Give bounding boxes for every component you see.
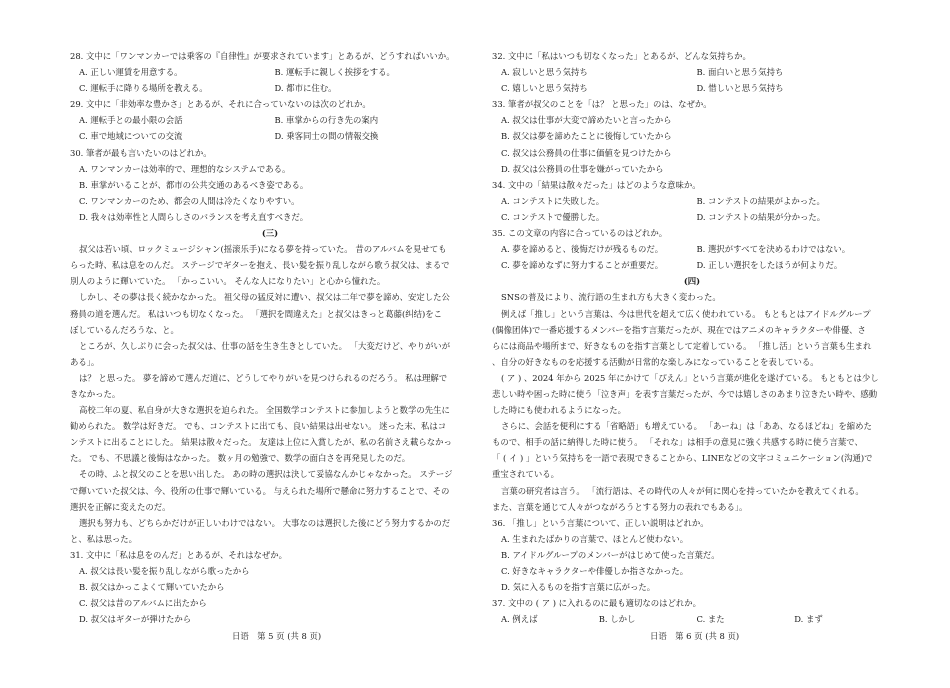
paragraph-line: その時、ふと叔父のことを思い出した。 あの時の選択は決して妥協なんかじゃなかった。 ステージ	[79, 469, 453, 480]
answer-option: A. 叔父は長い髪を振り乱しながら歌ったから	[79, 566, 250, 576]
answer-option: A. 例えば	[501, 614, 538, 625]
paragraph-line: 高校二年の夏、私自身が大きな選択を迫られた。 全国数学コンテストに参加しようと数学の先生に	[79, 405, 450, 416]
paragraph-line: 務員の道を選んだ。 私はいつも切なくなった。 「選択を間違えた」と叔父はきっと葛藤(纠结)をこ	[70, 308, 442, 319]
question-stem: 35. この文章の内容に合っているのはどれか。	[492, 228, 668, 239]
answer-option: B. 叔父は夢を諦めたことに後悔していたから	[501, 131, 672, 142]
answer-option: C. 嬉しいと思う気持ち	[501, 83, 588, 94]
paragraph-line: ( ア ) 、2024 年から 2025 年にかけて「ぴえん」という言葉が進化を遂げている。 もともとは少し	[501, 372, 879, 383]
answer-option: A. コンテストに失敗した。	[501, 195, 605, 206]
question-stem: 34. 文中の「結果は散々だった」はどのような意味か。	[492, 179, 701, 190]
answer-option-row	[70, 64, 470, 80]
paragraph-line: ぼしているんだろうな、と。	[70, 324, 179, 335]
paragraph-line: さらに、会話を便利にする「省略語」も増えている。 「あーね」は「ああ、なるほどね」を縮めた	[501, 421, 872, 432]
answer-option: A. 運転手との最小限の会話	[79, 115, 183, 126]
paragraph-line: らには商品や場所まで、好きなものを指す言葉として定着している。 「推し活」という言葉も生まれ	[492, 340, 872, 351]
answer-option-row	[492, 80, 892, 96]
answer-option: D. 乗客同士の間の情報交換	[274, 131, 379, 142]
paragraph-line: た。 でも、不思議と後悔はなかった。 数ヶ月の勉強で、数学の面白さを再発見したのだ。	[70, 453, 411, 464]
paragraph-line: 叔父は若い頃、ロックミュージシャン(摇滚乐手)になる夢を持っていた。 昔のアルバムを見せても	[79, 244, 447, 255]
section-heading: (四)	[683, 276, 701, 287]
answer-option: B. 叔父はかっこよくて輝いていたから	[79, 582, 225, 593]
paragraph-line: 別人のように輝いていた。 「かっこいい。 そんな人になりたい」と心から憧れた。	[70, 276, 386, 287]
answer-option: B. アイドルグループのメンバーがはじめて使った言葉だ。	[501, 549, 720, 560]
answer-option: C. 夢を諦めなずに努力することが重要だ。	[501, 260, 664, 271]
paragraph-line: で輝いていた叔父は、今、役所の仕事で輝いている。 与えられた場所で懸命に努力することで、その	[70, 485, 450, 496]
left-column	[70, 48, 470, 627]
answer-option: D. 我々は効率性と人間らしさのバランスを考え直すべきだ。	[79, 211, 309, 222]
answer-option: D. 叔父は公務員の仕事を嫌がっていたから	[501, 163, 664, 174]
paragraph-line: 悲しい時や困った時に使う「泣き声」を表す言葉だったが、今では嬉しさのあまり泣きたい時や、感動	[492, 388, 878, 399]
answer-option: A. 生まれたばかりの言葉で、ほとんど使わない。	[501, 533, 689, 544]
question-stem: 29. 文中に「非効率な豊かさ」とあるが、それに合っていないのは次のどれか。	[70, 99, 371, 110]
answer-option: C. ワンマンカーのため、都会の人間は冷たくなりやすい。	[79, 195, 300, 206]
paragraph-line: しかし、その夢は長く続かなかった。 祖父母の猛反対に遭い、叔父は二年で夢を諦め、安定した公	[79, 292, 450, 303]
answer-option: C. 車で地域についての交流	[79, 131, 183, 142]
answer-option: A. 正しい運賃を用意する。	[79, 67, 183, 78]
paragraph-line: 選択を正解に変えたのだ。	[70, 501, 171, 512]
answer-option-row	[70, 112, 470, 128]
answer-option: D. コンテストの結果が分かった。	[696, 211, 826, 222]
answer-option-row	[492, 64, 892, 80]
answer-option: C. 叔父は昔のアルバムに出たから	[79, 598, 207, 609]
question-stem: 28. 文中に「ワンマンカーでは乗客の『自律性』が要求されています」とあるが、どうすればいいか。	[70, 51, 455, 61]
paragraph-line: 「 ( イ ) 」という気持ちを一語で表現できることから、LINEなどの文字コミュニケーション(沟通)で	[492, 453, 873, 464]
answer-option: B. 面白いと思う気持ち	[696, 67, 784, 78]
paragraph-line: SNSの普及により、流行語の生まれ方も大きく変わった。	[501, 292, 721, 303]
answer-option-row	[492, 193, 892, 209]
answer-option-row	[492, 257, 892, 273]
paragraph-line: ある」。	[70, 356, 100, 367]
answer-option: B. コンテストの結果がよかった。	[696, 195, 825, 206]
question-stem: 37. 文中の ( ア ) に入れるのに最も適切なのはどれか。	[492, 598, 702, 609]
paragraph-line: きなかった。	[70, 388, 121, 399]
paragraph-line: 言葉の研究者は言う。 「流行語は、その時代の人々が何に関心を持っていたかを教えてくれる。	[501, 485, 864, 496]
paragraph-line: 勧められた。 数学は好きだ。 でも、コンテストに出ても、良い結果は出せない。 迷った末、私はコ	[70, 421, 447, 432]
question-stem: 33. 筆者が叔父のことを「は？ と思った」のは、なぜか。	[492, 99, 712, 110]
section-heading: (三)	[261, 228, 279, 239]
answer-option-row	[492, 241, 892, 257]
question-stem: 36. 「推し」という言葉について、正しい説明はどれか。	[492, 517, 709, 528]
question-stem: 30. 筆者が最も言いたいのはどれか。	[70, 147, 212, 158]
answer-option: B. 車掌がいることが、都市の公共交通のあるべき姿である。	[79, 179, 309, 190]
answer-option-row	[492, 209, 892, 225]
answer-option: C. 運転手に降りる場所を教える。	[79, 83, 208, 94]
answer-option: D. 都市に住む。	[274, 83, 337, 94]
page-footer-right: 日语 第 6 页 (共 8 页)	[650, 631, 740, 641]
paragraph-line: ところが、久しぶりに会った叔父は、仕事の話を生き生きとしていた。 「大変だけど、やりがいが	[79, 340, 451, 351]
paragraph-line: 選択も努力も、どちらかだけが正しいわけではない。 大事なのは選択した後にどう努力するかのだ	[79, 517, 451, 528]
answer-option-row	[70, 80, 470, 96]
answer-option: C. また	[696, 614, 725, 625]
page-footer-left: 日语 第 5 页 (共 8 页)	[232, 631, 322, 641]
right-column	[492, 48, 892, 627]
answer-option: C. 叔父は公務員の仕事に価値を見つけたから	[501, 147, 672, 158]
answer-option-row	[492, 611, 892, 627]
paragraph-line: した時にも使われるようになった。	[492, 405, 626, 416]
question-stem: 32. 文中に「私はいつも切なくなった」とあるが、どんな気持ちか。	[492, 51, 751, 61]
question-stem: 31. 文中に「私は息をのんだ」とあるが、それはなぜか。	[70, 549, 287, 560]
paragraph-line: もので、相手の話に納得した時に使う。 「それな」は相手の意見に強く共感する時に使う言葉で、	[492, 437, 863, 448]
answer-option: A. 夢を諦めると、後悔だけが残るものだ。	[501, 244, 664, 255]
paragraph-line: と、私は思った。	[70, 533, 137, 544]
answer-option: D. 叔父はギターが弾けたから	[79, 614, 192, 625]
answer-option: A. 叔父は仕事が大変で諦めたいと言ったから	[501, 115, 672, 126]
answer-option: A. 寂しいと思う気持ち	[501, 67, 588, 78]
answer-option: D. 気に入るものを指す言葉に広がった。	[501, 582, 656, 593]
paragraph-line: らった時、私は息をのんだ。 ステージでギターを抱え、長い髪を振り乱しながら歌う叔父は、まるで	[70, 260, 450, 271]
paragraph-line: 例えば「推し」という言葉は、今は世代を超えて広く使われている。 もともとはアイドルグループ	[501, 308, 871, 319]
paragraph-line: また、言葉を通じて人々がつながろうとする努力の表れでもある」。	[492, 501, 748, 512]
answer-option: B. しかし	[598, 614, 636, 625]
paragraph-line: は？ と思った。 夢を諦めて選んだ道に、どうしてやりがいを見つけられるのだろう。 私は理解で	[79, 372, 448, 383]
answer-option: C. 好きなキャラクターや俳優しか指さなかった。	[501, 566, 689, 576]
answer-option: D. 惜しいと思う気持ち	[696, 83, 784, 94]
paragraph-line: ンテストに出ることにした。 結果は散々だった。 友達は上位に入賞したが、私の名前さえ載らなかっ	[70, 437, 452, 448]
answer-option: C. コンテストで優勝した。	[501, 211, 605, 222]
paragraph-line: (偶像团体)で一番応援するメンバーを指す言葉だったが、現在ではアニメのキャラクターや俳優、さ	[492, 324, 866, 335]
paragraph-line: 重宝されている。	[492, 469, 559, 480]
answer-option: D. まず	[794, 614, 823, 625]
answer-option: D. 正しい選択をしたほうが何よりだ。	[696, 260, 843, 271]
answer-option-row	[70, 128, 470, 144]
answer-option: B. 選択がすべてを決めるわけではない。	[696, 244, 851, 255]
answer-option: B. 運転手に親しく挨拶をする。	[274, 67, 395, 78]
paragraph-line: 、自分の好きなものを応援する活動が日常的な楽しみになっていることを表している。	[492, 356, 819, 367]
answer-option: A. ワンマンカーは効率的で、理想的なシステムである。	[79, 163, 291, 174]
answer-option: B. 車掌からの行き先の案内	[274, 115, 379, 126]
